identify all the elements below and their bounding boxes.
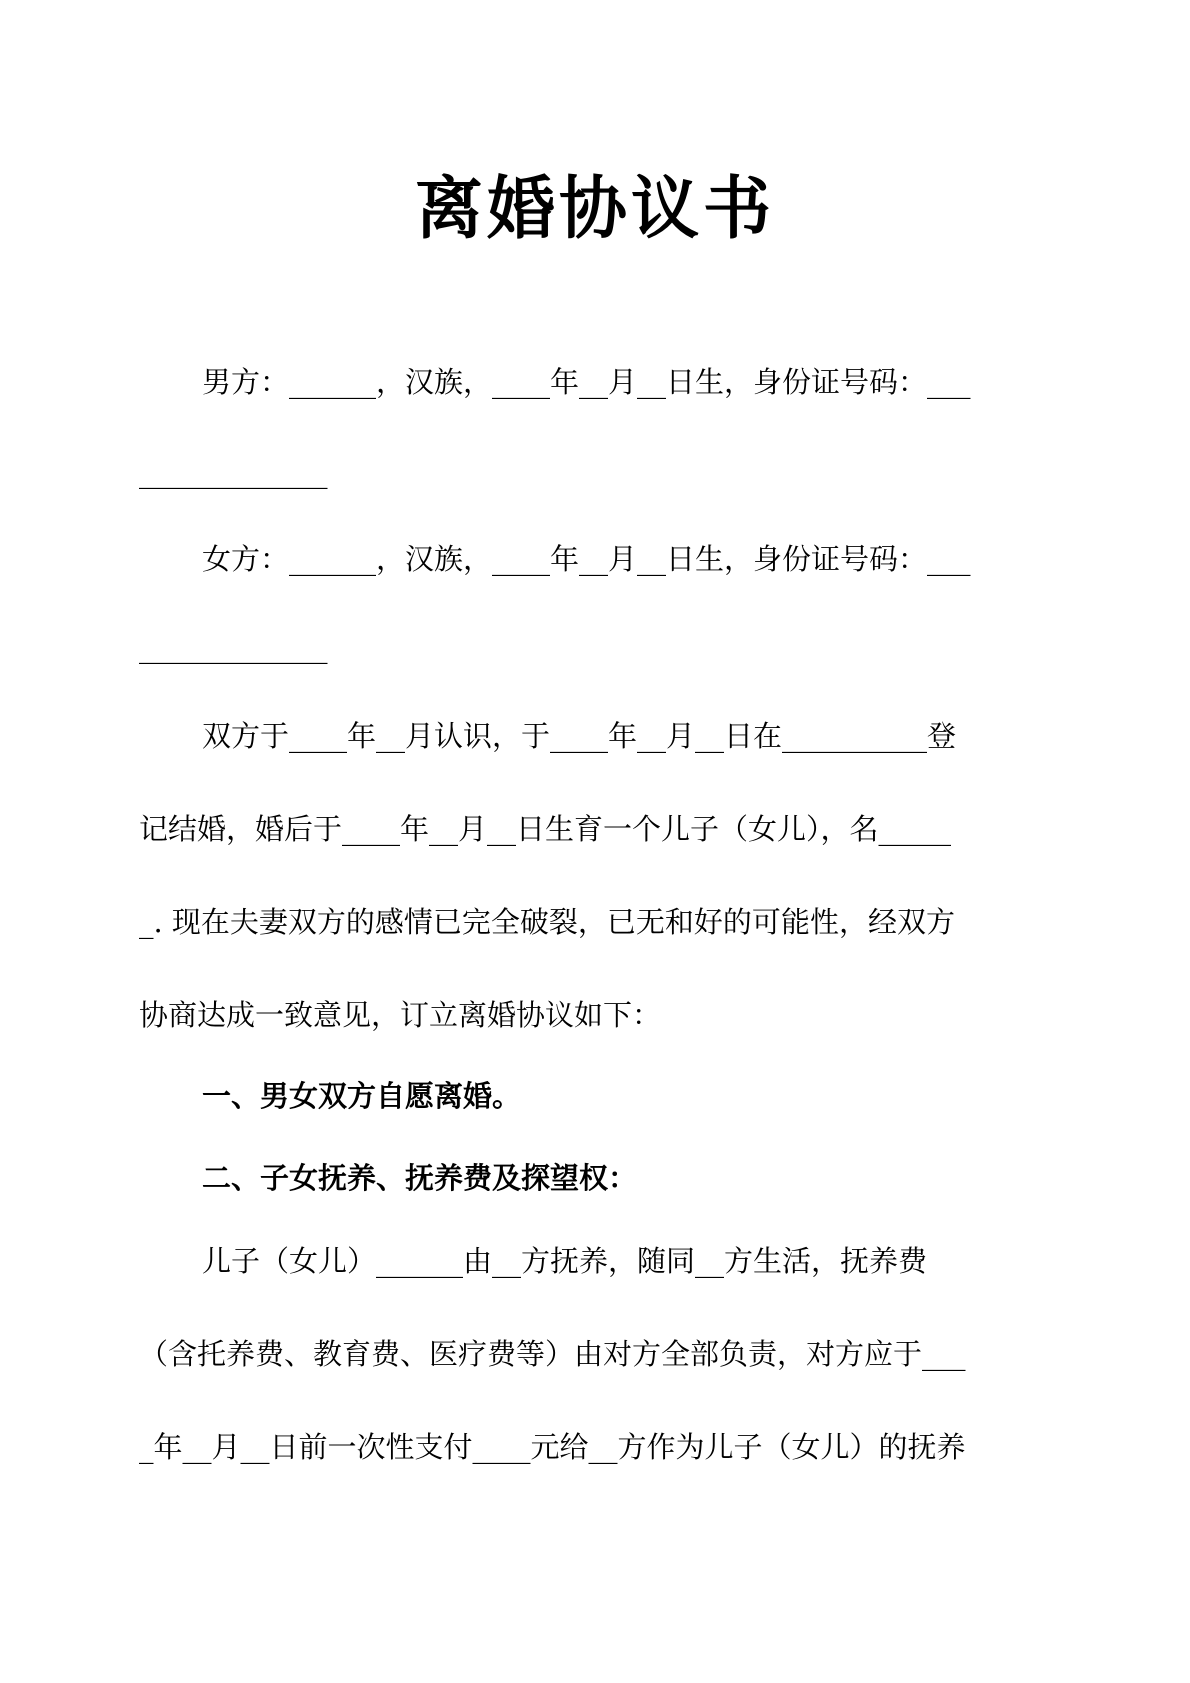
paragraph-line: （含托养费、教育费、医疗费等）由对方全部负责，对方应于___ xyxy=(139,1337,966,1371)
document-title: 离婚协议书 xyxy=(414,170,775,249)
paragraph-line: 记结婚，婚后于____年__月__日生育一个儿子（女儿），名_____ xyxy=(139,812,952,846)
paragraph-line: 协商达成一致意见，订立离婚协议如下： xyxy=(139,998,662,1032)
paragraph-line: _年__月__日前一次性支付____元给__方作为儿子（女儿）的抚养 xyxy=(139,1430,966,1464)
paragraph-line: 儿子（女儿）______由__方抚养，随同__方生活，抚养费 xyxy=(202,1244,928,1278)
clause-heading: 二、子女抚养、抚养费及探望权： xyxy=(202,1161,638,1195)
clause-heading: 一、男女双方自愿离婚。 xyxy=(202,1079,522,1113)
male-party-line: 男方：______，汉族，____年__月__日生，身份证号码：___ xyxy=(202,365,971,399)
female-id-continuation: _____________ xyxy=(139,630,328,664)
paragraph-line: 双方于____年__月认识，于____年__月__日在__________登 xyxy=(202,719,957,753)
male-id-continuation: _____________ xyxy=(139,455,328,489)
paragraph-line: _. 现在夫妻双方的感情已完全破裂，已无和好的可能性，经双方 xyxy=(139,905,955,939)
female-party-line: 女方：______，汉族，____年__月__日生，身份证号码：___ xyxy=(202,542,971,576)
